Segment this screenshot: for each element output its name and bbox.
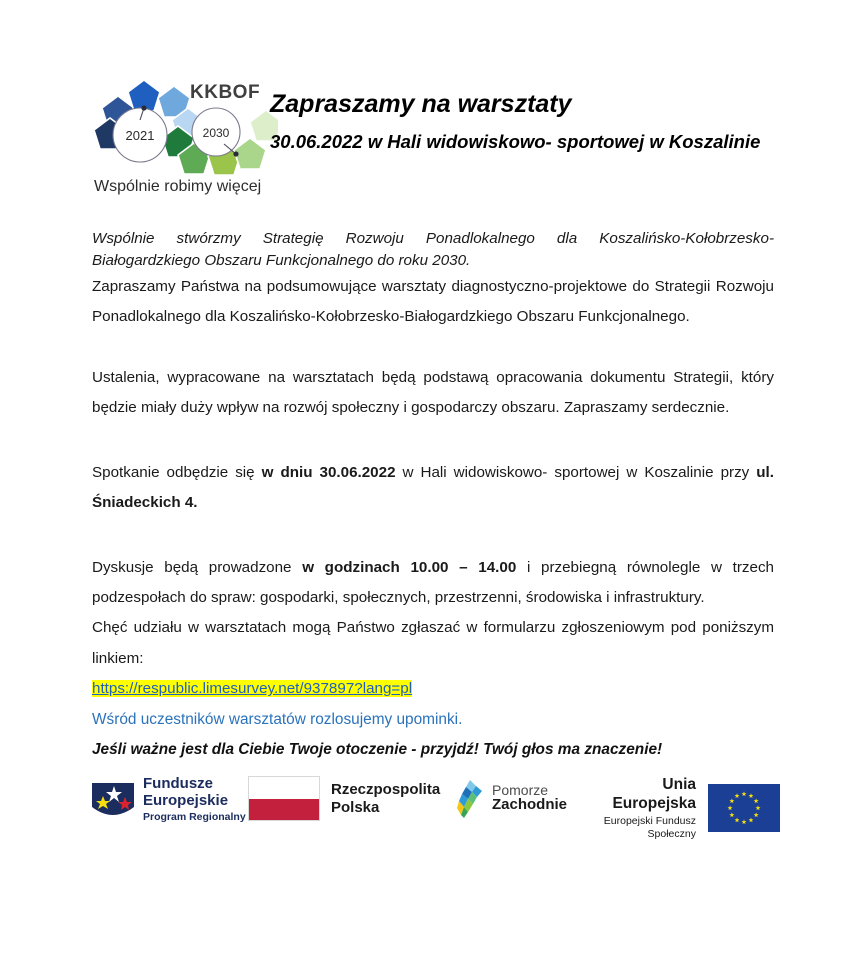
intro-paragraph (92, 228, 774, 272)
footer-logo-bar (90, 775, 780, 840)
fundusze-line-2: Europejskie (143, 791, 229, 809)
page-title: Zapraszamy na warsztaty (270, 90, 572, 118)
logo-pomorze-zachodnie (452, 776, 567, 832)
eu-funds-stars-icon (90, 777, 136, 823)
spacer (92, 519, 774, 553)
pomorze-text (492, 783, 567, 813)
pomorze-line-2: Zachodnie (492, 796, 568, 814)
document-header (88, 70, 788, 200)
meeting-prefix: Spotkanie odbędzie się (92, 463, 262, 481)
eu-flag-icon (708, 784, 780, 832)
logo-unia-europejska (577, 776, 780, 840)
unia-line-1: Unia Europejska (612, 776, 696, 812)
fundusze-text (143, 776, 246, 823)
meeting-date: w dniu 30.06.2022 (261, 463, 396, 481)
signup-paragraph: Chęć udziału w warsztatach mogą Państwo zgłaszać w formularzu zgłoszeniowym pod poniższym linkiem: (92, 619, 774, 667)
logo-year-2030: 2030 (202, 126, 230, 140)
header-title-group (270, 89, 790, 153)
rzeczpospolita-line-1: Rzeczpospolita (331, 781, 441, 799)
logo-brand-text: KKBOF (190, 82, 261, 103)
invite-paragraph: Zapraszamy Państwa na podsumowujące warsztaty diagnostyczno-projektowe do Strategii Rozwoju Ponadlokalnego dla Koszalińsko-Kołobrzesko-Białogardzkiego Obszaru Funkcjonalnego. (92, 278, 774, 326)
flag-red-band (249, 799, 319, 821)
intro-line-2: Obszaru Funkcjonalnego do roku 2030. (204, 252, 471, 270)
pomorze-griffin-icon (452, 776, 486, 820)
intro-line-1: Wspólnie stwórzmy Strategię Rozwoju Ponadlokalnego dla Koszalińsko-Kołobrzesko-Białogardzkiego (92, 230, 774, 270)
discussion-prefix: Dyskusje będą prowadzone (92, 558, 303, 576)
discussion-suffix: i przebiegną równolegle w trzech podzespołach do spraw: gospodarki, społecznych, przestrzenni, środowiska i infrastruktury. (92, 558, 774, 606)
closing-slogan: Jeśli ważne jest dla Ciebie Twoje otoczenie - przyjdź! Twój głos ma znaczenie! (92, 741, 663, 759)
logo-year-2021: 2021 (125, 128, 155, 143)
spacer (92, 333, 774, 363)
meeting-address: ul. Śniadeckich 4. (92, 463, 774, 512)
gifts-line: Wśród uczestników warsztatów rozlosujemy upominki. (92, 710, 463, 728)
pomorze-line-1: Pomorze (492, 781, 549, 798)
discussion-hours: w godzinach 10.00 – 14.00 (302, 558, 517, 576)
unia-line-2: Europejski Fundusz Społeczny (603, 815, 696, 840)
document-body (92, 228, 774, 766)
page-subtitle: 30.06.2022 w Hali widowiskowo- sportowej w Koszalinie (270, 131, 761, 152)
rzeczpospolita-line-2: Polska (331, 798, 380, 816)
fundusze-line-1: Fundusze (143, 775, 213, 792)
unia-text (577, 776, 696, 840)
polish-flag-icon (248, 776, 320, 821)
spacer (92, 424, 774, 458)
kkbof-logo (88, 70, 278, 200)
logo-tagline: Wspólnie robimy więcej (94, 178, 262, 195)
meeting-paragraph (92, 458, 774, 519)
findings-paragraph: Ustalenia, wypracowane na warsztatach będą podstawą opracowania dokumentu Strategii, który będzie miały duży wpływ na rozwój społeczny i gospodarczy obszaru. Zapraszamy serdecznie. (92, 368, 774, 417)
discussion-paragraph (92, 553, 774, 614)
signup-link[interactable]: https://respublic.limesurvey.net/937897?lang=pl (92, 680, 413, 698)
logo-fundusze-europejskie (90, 776, 246, 832)
eu-flag-stars (708, 784, 780, 832)
signup-link-line (92, 674, 774, 704)
logo-rzeczpospolita-polska (248, 776, 440, 832)
fundusze-line-3: Program Regionalny (143, 810, 246, 823)
meeting-venue: w Hali widowiskowo- sportowej w Koszalinie przy (395, 463, 757, 481)
rzeczpospolita-text (331, 781, 440, 816)
flag-white-band (249, 777, 319, 799)
